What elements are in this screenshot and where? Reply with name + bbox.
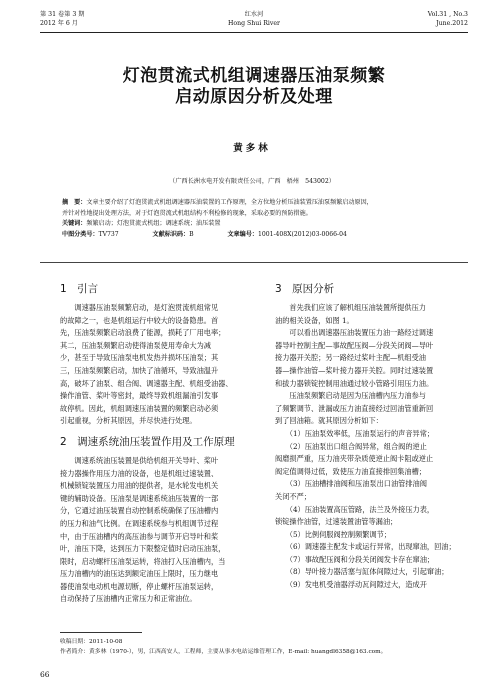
abstract-line: 摘 要：文章主要介绍了灯泡贯流式机组调速器压油装置的工作原理，全方位地分析压油装置压油泵频繁启动原因， (62, 199, 373, 206)
author: 黄多林 (233, 143, 271, 154)
footnote-rule (60, 632, 142, 633)
right-column (275, 282, 471, 592)
footnote-received: 收稿日期：2011-10-08 (60, 639, 123, 645)
paper-title: 灯泡贯流式机组调速器压油泵频繁 启动原因分析及处理 (122, 66, 386, 107)
section-body: 调速器压油泵频繁启动，是灯泡贯流机组常见 的故障之一，也是机组运行中较大的设备隐患。首 先，压油泵频繁启动浪费了能源，损耗了厂用电率； 其二，压油泵频繁启动使得油泵使用寿命大为减 少，甚至于导致压油泵电机发热并损坏压油泵；其 三，压油泵频繁启动，加快了油循环，导致油温升 高，破坏了油泵、组合阀、调速器主配、机组受油器、 操作油管、桨叶等密封，最终导致机组漏油引发事 故停机。因此，机组调速压油装置的频繁启动必须 引起重视，分析其原因，并尽快进行处理。 (60, 303, 233, 426)
journal-volume-en: Vol.31 , No.3 June.2012 (427, 11, 468, 27)
header-rule (40, 32, 468, 33)
abstract-block (62, 198, 454, 240)
running-header (40, 10, 468, 38)
footnote-author: 作者简介：黄多林（1970-），男，江西高安人，工程师，主要从事水电站运维管理工作，E-mail: huangdl6358@163.com。 (60, 649, 387, 655)
section-heading: 1 引言 (60, 283, 99, 295)
classification: 中图分类号：TV737 文献标识码：B 文章编号：1001-408X(2012)03-0066-04 (62, 230, 347, 238)
section-body: 首先我们应该了解机组压油装置所提供压力 油的相关设备，如图 1。 可以看出调速器压油装置压力油一路经过调速 器导叶控制主配—事故配压阀—分段关闭阀—导叶 接力器开关腔；另一路经过桨叶主配—机组受油 器—操作油管—桨叶接力器开关腔。同时过速装置 和拔力器锁锭控制用油通过较小管路引用压力油。 压油泵频繁启动是因为压油槽内压力油参与 了频繁调节、泄漏或压力油直接经过回油管重新回 到了回油箱。就其原因分析如下： （1）压油泵效率低，压油泵运行的声音异常； （2）压油泵出口组合阀异常，组合阀的逆止 阀磨损严重，压力油夹带杂质使逆止阀卡阻或逆止 阀定值调得过低，致使压力油直接排回集油槽； （3）压油槽排油阀和压油泵出口油管排油阀 关闭不严； （4）压油装置高压管路，法兰及外接压力表， 锁锭操作油管，过速装置油管等漏油； （5）比例伺服阀控制频繁调节； （6）调速器主配发卡或运行异常，出现窜油，回油； （7）事故配压阀和分段关闭阀发卡存在窜油； （8）导叶接力器活塞与缸体间隙过大，引起窜油； （9）发电机受油器浮动瓦间隙过大，造成开 (275, 303, 456, 590)
left-column (60, 282, 264, 606)
keywords: 关键词：频繁启动；灯泡贯流式机组；调速系统；油压装置 (62, 220, 221, 227)
abstract-line: 并针对性地提出处理方法，对于灯泡贯流式机组结构不利检修的现象，采取必要的预防措施。 (62, 209, 312, 217)
section-heading: 3 原因分析 (275, 283, 335, 295)
section-body: 调速系统油压装置是供给机组开关导叶、桨叶 接力器操作用压力油的设备，也是机组过速装置、 机械锁锭装置压力用油的提供者，是水轮发电机关 键的辅助设备。压油泵是调速系统油压装置的一部 分，它通过油压装置自动控制系统确保了压油槽内 的压力和油气比例。在调速系统参与机组调节过程 中，由于压油槽内的高压油参与调节开启导叶和桨 叶，油压下降，达到压力下限整定值时启动压油泵， 限时，启动螺杆压油泵运转，将油打入压油槽内，当 压力油槽内的油压达到额定油压上限时，压力继电 器使油泵电动机电源切断，停止螺杆压油泵运转， 自动保持了压油槽内正常压力和正常油位。 (60, 455, 226, 604)
section-heading: 2 调速系统油压装置作用及工作原理 (60, 435, 235, 448)
journal-name: 红水河 Hong Shui River (228, 11, 280, 27)
page-number: 66 (40, 670, 50, 679)
abstract-rule (40, 262, 468, 263)
affiliation: （广西长洲水电开发有限责任公司，广西 梧州 543002） (169, 178, 335, 185)
journal-volume: 第 31 卷第 3 期 2012 年 6 月 (40, 11, 85, 27)
